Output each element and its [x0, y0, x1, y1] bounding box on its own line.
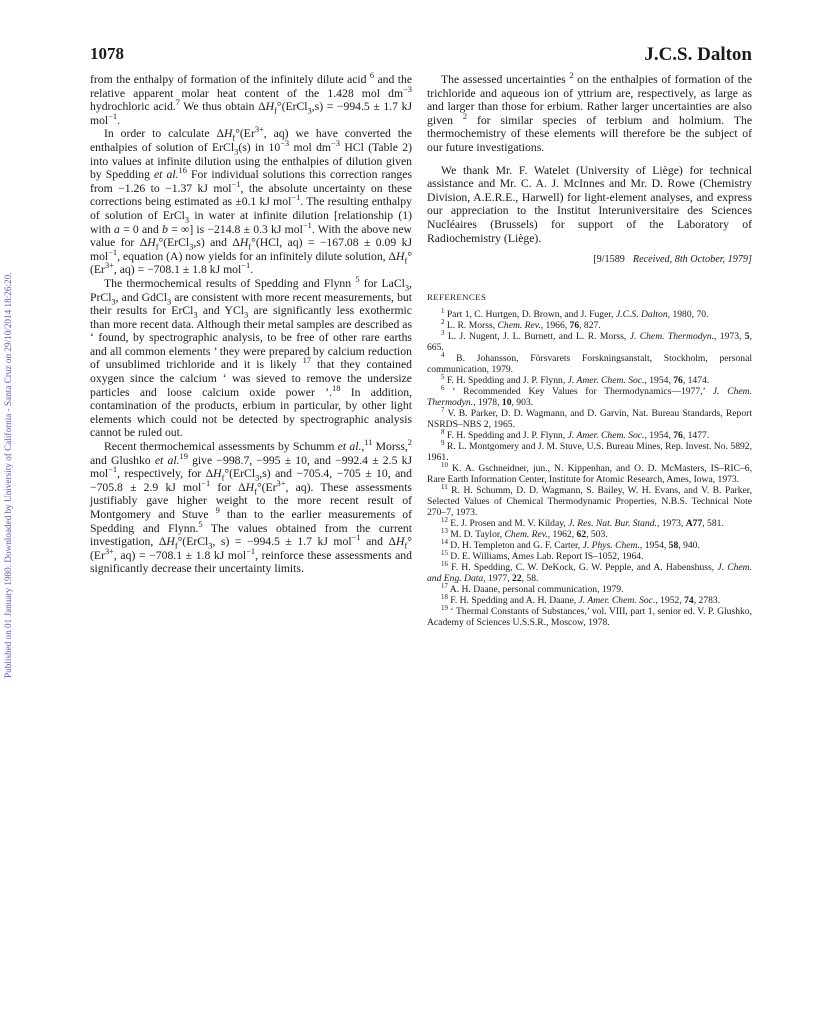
download-watermark: Published on 01 January 1980. Downloaded by University of California - Santa Cruz on 29/10/2014 18:26:20.	[3, 272, 13, 678]
reference-item: $^{12}$ E. J. Prosen and M. V. Kilday, J. Res. Nat. Bur. Stand., 1973, A77, 581.	[441, 517, 724, 530]
reference-item: $^{11}$ R. H. Schumm, D. D. Wagmann, S. Bailey, W. H. Evans, and V. B. Parker, Selected Values of Chemical Thermodynamic Properties, N.B.S. Technical Note 270–7, 1973.	[427, 484, 752, 519]
paragraph: Recent thermochemical assessments by Schumm et al.,$^{11}$ Morss,$^2$ and Glushko et al.$^{19}$ give −998.7, −995 ± 10, and −992.4 ± 2.5 kJ mol$^{-1}$, respectively, for $\Delta H_f^\circ(ErCl_3,s)$ and −705.4, −705 ± 10, and −705.8 ± 2.9 kJ mol$^{-1}$ for $\Delta H_f^\circ(Er^{3+}$, aq). These assessments justifiably gave higher weight to the more recent result of Montgomery and Stuve $^9$ than to the earlier measurements of Spedding and Flynn.$^5$ The values obtained from the current investigation, $\Delta H_f^\circ(ErCl_3$, s) = −994.5 ± 1.7 kJ mol$^{-1}$ and $\Delta H_f^\circ(Er^{3+}$, aq) = −708.1 ± 1.8 kJ mol$^{-1}$, reinforce these assessments and significantly decrease their uncertainty limits.	[90, 437, 413, 576]
paragraph: In order to calculate $\Delta H_f^\circ(Er^{3+}$, aq) we have converted the enthalpies of solution of ErCl$_3$(s) in $10^{-3}$ mol $dm^{-3}$ HCl (Table 2) into values at infinite dilution using the enthalpies of dilution given by Spedding et al.$^{16}$ For individual solutions this correction ranges from −1.26 to −1.37 kJ mol$^{-1}$, the absolute uncertainty on these corrections being estimated as ±0.1 kJ mol$^{-1}$. The resulting enthalpy of solution of ErCl$_3$ in water at infinite dilution [relationship (1) with a = 0 and b = ∞] is −214.8 ± 0.3 kJ mol$^{-1}$. With the above new value for $\Delta H_f^\circ(ErCl_3,s)$ and $\Delta H_f^\circ(HCl$, aq) = −167.08 ± 0.09 kJ mol$^{-1}$, equation (A) now yields for an infinitely dilute solution, $\Delta H_f^\circ(Er^{3+}$, aq) = −708.1 ± 1.8 kJ mol$^{-1}$.	[90, 124, 413, 277]
received-date: Received, 8th October, 1979]	[632, 254, 752, 266]
manuscript-code: [9/1589	[593, 254, 625, 266]
reference-item: $^{13}$ M. D. Taylor, Chem. Rev., 1962, 62, 503.	[441, 528, 608, 541]
references-heading: REFERENCES	[427, 291, 487, 302]
reference-item: $^5$ F. H. Spedding and J. P. Flynn, J. Amer. Chem. Soc., 1954, 76, 1474.	[441, 374, 710, 387]
left-column	[90, 70, 413, 576]
paragraph: The assessed uncertainties $^2$ on the enthalpies of formation of the trichloride and aqueous ion of yttrium are, respectively, as large as and larger than those for erbium. Rather larger uncertainties are also given $^2$ for similar species of terbium and holmium. The thermochemistry of these elements will therefore be the subject of our future investigations.	[427, 70, 753, 154]
running-header	[90, 44, 752, 68]
reference-item: $^{19}$ ‘ Thermal Constants of Substances,’ vol. VIII, part 1, senior ed. V. P. Glushko, Academy of Sciences U.S.S.R., Moscow, 1978.	[427, 605, 752, 629]
reference-item: $^3$ L. J. Nugent, J. L. Burnett, and L. R. Morss, J. Chem. Thermodyn., 1973, 5, 665.	[427, 330, 752, 354]
reference-item: $^{10}$ K. A. Gschneidner, jun., N. Kippenhan, and O. D. McMasters, IS–RIC–6, Rare Earth Information Center, Institute for Atomic Research, Ames, Iowa, 1973.	[427, 462, 752, 486]
reference-item: $^{14}$ D. H. Templeton and G. F. Carter, J. Phys. Chem., 1954, 58, 940.	[441, 539, 700, 552]
reference-item: $^{17}$ A. H. Daane, personal communication, 1979.	[441, 583, 624, 596]
reference-item: $^{16}$ F. H. Spedding, C. W. DeKock, G. W. Pepple, and A. Habenshuss, J. Chem. and Eng. Data, 1977, 22, 58.	[427, 561, 752, 585]
reference-item: $^{15}$ D. E. Williams, Ames Lab. Report IS–1052, 1964.	[441, 550, 644, 563]
reference-item: $^6$ ‘ Recommended Key Values for Thermodynamics—1977,’ J. Chem. Thermodyn., 1978, 10, 903.	[427, 385, 752, 409]
paragraph: The thermochemical results of Spedding and Flynn $^5$ for LaCl$_3$, PrCl$_3$, and GdCl$_3$ are consistent with more recent measurements, but their results for ErCl$_3$ and YCl$_3$ are significantly less exothermic than more recent data. Although their metal samples are described as ‘ found, by spectrographic analysis, to be free of other rare earths and all common elements ’ they were prepared by calcium reduction of unsublimed trichloride and it is likely $^{17}$ that they contained oxygen since the calcium ‘ was sieved to remove the undersize particles and loose calcium oxide power ’.$^{18}$ In addition, contamination of the products, erbium in particular, by other light elements which could not be detected by spectrographic analysis cannot be ruled out.	[90, 274, 413, 440]
reference-item: $^{18}$ F. H. Spedding and A. H. Daane, J. Amer. Chem. Soc., 1952, 74, 2783.	[441, 594, 721, 607]
paragraph: from the enthalpy of formation of the infinitely dilute acid $^6$ and the relative apparent molar heat content of the 1.428 mol $dm^{-3}$ hydrochloric acid.$^7$ We thus obtain $\Delta H_f^\circ(ErCl_3,s) = -994.5 \pm 1.7$ kJ mol$^{-1}$.	[90, 70, 413, 127]
received-line	[427, 253, 752, 267]
journal-title: J.C.S. Dalton	[644, 44, 752, 65]
reference-list	[427, 309, 752, 628]
reference-item: $^1$ Part 1, C. Hurtgen, D. Brown, and J. Fuger, J.C.S. Dalton, 1980, 70.	[441, 308, 709, 321]
reference-item: $^4$ B. Johansson, Försvarets Forskningsanstalt, Stockholm, personal communication, 1979.	[427, 352, 752, 376]
reference-item: $^8$ F. H. Spedding and J. P. Flynn, J. Amer. Chem. Soc., 1954, 76, 1477.	[441, 429, 710, 442]
reference-item: $^9$ R. L. Montgomery and J. M. Stuve, U.S. Bureau Mines, Rep. Invest. No. 5892, 1961.	[427, 440, 752, 464]
right-column	[427, 70, 753, 629]
acknowledgement: We thank Mr. F. Watelet (University of Liège) for technical assistance and Mr. C. A. J. McInnes and Mr. D. Rowe (Chemistry Division, A.E.R.E., Harwell) for light-element analyses, and express our appreciation to the Institut Interuniversitaire des Sciences Nucléaires (Brussels) for support of the Laboratory of Radiochemistry (Liège).	[427, 163, 752, 245]
reference-item: $^2$ L. R. Morss, Chem. Rev., 1966, 76, 827.	[441, 319, 601, 332]
page-number: 1078	[90, 44, 124, 63]
reference-item: $^7$ V. B. Parker, D. D. Wagmann, and D. Garvin, Nat. Bureau Standards, Report NSRDS–NBS 2, 1965.	[427, 407, 752, 431]
